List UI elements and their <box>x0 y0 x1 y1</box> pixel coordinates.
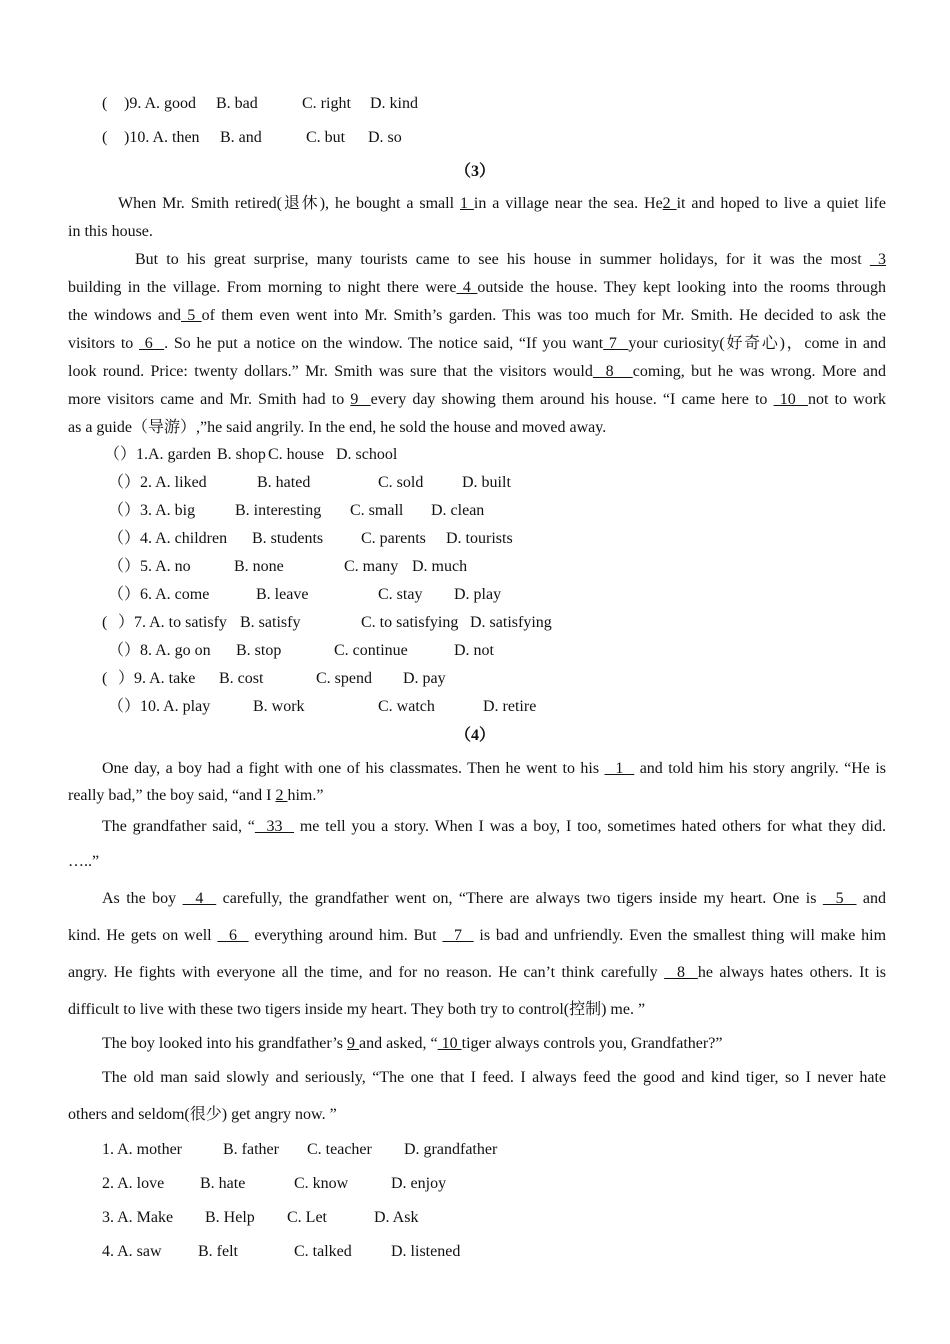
blank-3: 3 <box>869 251 886 268</box>
option-b: B. shop <box>217 446 266 463</box>
option-c: C. but <box>306 129 346 146</box>
s4-option-row-1 <box>0 1140 950 1160</box>
s3-option-row-4 <box>0 529 950 549</box>
text: of them even went into Mr. Smith’s garden. This was too much for Mr. Smith. He decided to ask the <box>201 307 886 324</box>
option-c: C. teacher <box>307 1141 372 1158</box>
option-c: C. many <box>344 558 399 575</box>
answer-paren: （ <box>108 698 125 715</box>
blank-1: 1 <box>459 195 474 212</box>
blank-4: 4 <box>182 890 217 907</box>
text: The boy looked into his grandfather’s <box>102 1035 347 1052</box>
option-d: D. satisfying <box>470 614 552 631</box>
blank-8: 8 <box>664 964 698 981</box>
s3-p2-line5 <box>68 362 886 382</box>
blank-5: 5 <box>822 890 857 907</box>
s3-option-row-5 <box>0 557 950 577</box>
text: visitors to <box>68 335 139 352</box>
text: everything around him. But <box>248 927 443 944</box>
blank-6: 6 <box>217 927 249 944</box>
option-a: ）4. A. children <box>124 530 228 547</box>
option-b: B. hated <box>257 474 311 491</box>
text: and <box>856 890 886 907</box>
option-b: B. hate <box>200 1175 246 1192</box>
answer-paren: （ <box>108 530 125 547</box>
option-a: 2. A. love <box>102 1175 165 1192</box>
option-c: C. stay <box>378 586 423 603</box>
s3-option-row-3 <box>0 501 950 521</box>
option-c: C. spend <box>316 670 372 687</box>
s4-p2-line1 <box>102 817 886 837</box>
option-d: D. play <box>454 586 502 603</box>
text: every day showing them around his house. “I came here to <box>370 391 774 408</box>
section-3-title: （3） <box>454 163 495 180</box>
answer-paren: （ <box>104 446 121 463</box>
text: The old man said slowly and seriously, “The one that I feed. I always feed the good and kind tiger, so I never hate <box>102 1069 886 1086</box>
text: really bad,” the boy said, “and I <box>68 787 276 804</box>
s3-p2-line4 <box>68 334 886 354</box>
blank-7: 7 <box>442 927 474 944</box>
option-b: B. interesting <box>235 502 322 519</box>
option-d: D. built <box>462 474 511 491</box>
answer-paren: （ <box>108 474 125 491</box>
option-d: D. listened <box>391 1243 461 1260</box>
s3-p2-line7: as a guide（导游）,”he said angrily. In the end, he sold the house and moved away. <box>68 419 607 436</box>
answer-paren: （ <box>108 586 125 603</box>
text: and asked, “ <box>358 1035 438 1052</box>
option-a: ）7. A. to satisfy <box>118 614 227 631</box>
answer-paren: ( <box>102 614 108 631</box>
blank-9: 9 <box>350 391 371 408</box>
s3-p2-line3 <box>68 306 886 326</box>
option-d: D. not <box>454 642 494 659</box>
option-d: D. grandfather <box>404 1141 498 1158</box>
option-a: ）9. A. take <box>118 670 196 687</box>
text: and told him his story angrily. “He is <box>634 760 887 777</box>
s4-p5-line1 <box>102 1068 886 1088</box>
option-d: D. tourists <box>446 530 513 547</box>
text: tiger always controls you, Grandfather?” <box>461 1035 723 1052</box>
option-row-9 <box>0 94 950 114</box>
option-d: D. pay <box>403 670 446 687</box>
option-b: B. Help <box>205 1209 255 1226</box>
option-b: B. stop <box>236 642 282 659</box>
text: is bad and unfriendly. Even the smallest thing will make him <box>473 927 887 944</box>
option-row-10 <box>0 128 950 148</box>
option-a: ）3. A. big <box>124 502 196 519</box>
option-a: ）1.A. garden <box>120 446 212 463</box>
text: the windows and <box>68 307 182 324</box>
blank-1: 1 <box>604 760 635 777</box>
s3-p2-line2 <box>68 278 886 298</box>
text: look round. Price: twenty dollars.” Mr. Smith was sure that the visitors would <box>68 363 593 380</box>
option-d: D. kind <box>370 95 418 112</box>
s4-p4-line1 <box>102 1034 722 1054</box>
text: he always hates others. It is <box>697 964 887 981</box>
s3-p1-line2: in this house. <box>68 223 153 240</box>
blank-10: 10 <box>437 1035 462 1052</box>
text: your curiosity(好奇心)，come in and <box>628 335 887 352</box>
option-b: B. and <box>220 129 262 146</box>
option-b: B. leave <box>256 586 309 603</box>
text: . So he put a notice on the window. The notice said, “If you want <box>164 335 604 352</box>
option-a: ）10. A. play <box>124 698 211 715</box>
s3-option-row-2 <box>0 473 950 493</box>
option-a: ）8. A. go on <box>124 642 211 659</box>
option-d: D. school <box>336 446 398 463</box>
s3-option-row-7 <box>0 613 950 633</box>
text: But to his great surprise, many tourists came to see his house in summer holidays, for it was the most <box>135 251 870 268</box>
text: The grandfather said, “ <box>102 818 255 835</box>
s3-option-row-6 <box>0 585 950 605</box>
option-c: C. Let <box>287 1209 327 1226</box>
s4-p1-line2 <box>68 786 323 806</box>
s4-p2-line2: …..” <box>68 853 100 870</box>
s4-p5-line2: others and seldom(很少) get angry now. ” <box>68 1106 337 1123</box>
blank-4: 4 <box>456 279 478 296</box>
blank-2: 2 <box>275 787 288 804</box>
option-c: C. small <box>350 502 404 519</box>
section-4-title: （4） <box>454 727 495 744</box>
text: When Mr. Smith retired(退休), he bought a small <box>118 195 460 212</box>
option-d: D. Ask <box>374 1209 419 1226</box>
option-c: C. know <box>294 1175 349 1192</box>
s3-p2-line1 <box>135 250 886 270</box>
option-b: B. none <box>234 558 284 575</box>
blank-3: 33 <box>254 818 295 835</box>
option-d: D. so <box>368 129 402 146</box>
answer-paren: （ <box>108 502 125 519</box>
text: angry. He fights with everyone all the time, and for no reason. He can’t think carefully <box>68 964 665 981</box>
option-d: D. clean <box>431 502 485 519</box>
answer-paren: （ <box>108 642 125 659</box>
option-d: D. enjoy <box>391 1175 447 1192</box>
option-b: B. felt <box>198 1243 238 1260</box>
option-b: B. satisfy <box>240 614 301 631</box>
s3-option-row-8 <box>0 641 950 661</box>
text: One day, a boy had a fight with one of his classmates. Then he went to his <box>102 760 605 777</box>
blank-2: 2 <box>662 195 677 212</box>
option-c: C. right <box>302 95 351 112</box>
option-c: C. continue <box>334 642 408 659</box>
option-a: ）2. A. liked <box>124 474 207 491</box>
option-a: ）6. A. come <box>124 586 210 603</box>
s3-p2-line6 <box>68 390 886 410</box>
option-c: C. house <box>268 446 324 463</box>
option-c: C. to satisfying <box>361 614 459 631</box>
option-a: 3. A. Make <box>102 1209 174 1226</box>
text: in a village near the sea. He <box>473 195 663 212</box>
answer-paren: ( <box>102 129 108 146</box>
option-c: C. watch <box>378 698 435 715</box>
text: me tell you a story. When I was a boy, I too, sometimes hated others for what they did. <box>294 818 887 835</box>
answer-paren: ( <box>102 95 108 112</box>
option-a: 1. A. mother <box>102 1141 182 1158</box>
s4-option-row-3 <box>0 1208 950 1228</box>
s3-option-row-9 <box>0 669 950 689</box>
text: coming, but he was wrong. More and <box>632 363 887 380</box>
blank-10: 10 <box>773 391 808 408</box>
option-a: )10. A. then <box>124 129 200 146</box>
s4-p3-line1 <box>102 889 886 909</box>
s4-p1-line1 <box>102 759 886 779</box>
blank-5: 5 <box>181 307 202 324</box>
answer-paren: （ <box>108 558 125 575</box>
option-a: ）5. A. no <box>124 558 191 575</box>
s4-option-row-4 <box>0 1242 950 1262</box>
text: not to work <box>807 391 887 408</box>
s3-option-row-10 <box>0 697 950 717</box>
text: kind. He gets on well <box>68 927 218 944</box>
answer-paren: ( <box>102 670 108 687</box>
s3-option-row-1 <box>0 445 950 465</box>
blank-9: 9 <box>346 1035 359 1052</box>
s4-p3-line4: difficult to live with these two tigers inside my heart. They both try to control(控制) me. ” <box>68 1001 646 1018</box>
text: carefully, the grandfather went on, “There are always two tigers inside my heart. One is <box>216 890 823 907</box>
text: more visitors came and Mr. Smith had to <box>68 391 351 408</box>
text: building in the village. From morning to night there were <box>68 279 457 296</box>
option-a: 4. A. saw <box>102 1243 162 1260</box>
s3-p1-line1 <box>118 194 886 214</box>
text: him.” <box>287 787 324 804</box>
s4-p3-line3 <box>68 963 886 983</box>
option-a: )9. A. good <box>124 95 196 112</box>
text: As the boy <box>102 890 183 907</box>
s4-option-row-2 <box>0 1174 950 1194</box>
option-d: D. much <box>412 558 468 575</box>
blank-6: 6 <box>139 335 165 352</box>
blank-8: 8 <box>592 363 633 380</box>
text: it and hoped to live a quiet life <box>676 195 886 212</box>
option-d: D. retire <box>483 698 537 715</box>
text: outside the house. They kept looking into the rooms through <box>477 279 887 296</box>
option-c: C. sold <box>378 474 424 491</box>
option-b: B. work <box>253 698 305 715</box>
blank-7: 7 <box>603 335 629 352</box>
option-b: B. father <box>223 1141 279 1158</box>
option-b: B. bad <box>216 95 258 112</box>
option-b: B. students <box>252 530 324 547</box>
option-b: B. cost <box>219 670 264 687</box>
option-c: C. talked <box>294 1243 352 1260</box>
s4-p3-line2 <box>68 926 886 946</box>
option-c: C. parents <box>361 530 426 547</box>
